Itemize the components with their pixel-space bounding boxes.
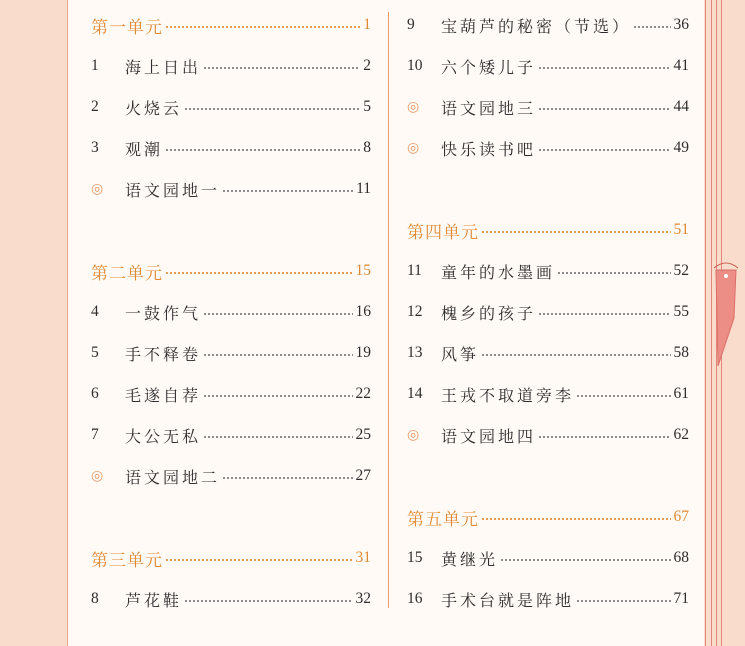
toc-entry[interactable] bbox=[407, 421, 689, 449]
page-number: 62 bbox=[673, 426, 689, 443]
unit-heading[interactable] bbox=[407, 503, 689, 531]
lesson-number: 13 bbox=[407, 344, 423, 361]
toc-entry[interactable] bbox=[407, 11, 689, 39]
unit-title: 第四单元 bbox=[407, 222, 479, 243]
entry-title: 语文园地四 bbox=[441, 426, 537, 446]
page-number: 58 bbox=[673, 344, 689, 361]
double-circle-icon: ◎ bbox=[407, 99, 420, 115]
page-number: 11 bbox=[356, 180, 371, 197]
unit-heading[interactable] bbox=[91, 544, 371, 572]
dot-leader bbox=[203, 395, 352, 397]
page-number: 5 bbox=[363, 98, 371, 115]
lesson-number: 15 bbox=[407, 549, 423, 566]
unit-heading[interactable] bbox=[91, 11, 371, 39]
dot-leader bbox=[222, 190, 353, 192]
dot-leader bbox=[165, 149, 360, 151]
toc-entry[interactable] bbox=[91, 421, 371, 449]
lesson-number: 7 bbox=[91, 426, 99, 443]
toc-entry[interactable] bbox=[407, 298, 689, 326]
page-number: 25 bbox=[355, 426, 371, 443]
lesson-number: 14 bbox=[407, 385, 423, 402]
page-number: 8 bbox=[363, 139, 371, 156]
double-circle-icon: ◎ bbox=[91, 181, 104, 197]
dot-leader bbox=[203, 436, 352, 438]
toc-entry[interactable] bbox=[407, 339, 689, 367]
entry-title: 海上日出 bbox=[125, 57, 202, 77]
page-number: 19 bbox=[355, 344, 371, 361]
page-number: 55 bbox=[673, 303, 689, 320]
unit-title: 第二单元 bbox=[91, 263, 163, 284]
unit-heading[interactable] bbox=[407, 216, 689, 244]
entry-title: 快乐读书吧 bbox=[441, 139, 537, 159]
lesson-number: 10 bbox=[407, 57, 423, 74]
entry-title: 语文园地二 bbox=[125, 467, 221, 487]
entry-title: 手术台就是阵地 bbox=[441, 590, 575, 610]
toc-entry[interactable] bbox=[407, 93, 689, 121]
toc-entry[interactable] bbox=[407, 585, 689, 613]
page-number: 22 bbox=[355, 385, 371, 402]
page-number: 68 bbox=[673, 549, 689, 566]
dot-leader bbox=[576, 395, 670, 397]
dot-leader bbox=[481, 354, 670, 356]
dot-leader bbox=[538, 108, 670, 110]
unit-title: 第三单元 bbox=[91, 550, 163, 571]
page-number: 31 bbox=[355, 549, 371, 566]
dot-leader bbox=[538, 436, 670, 438]
lesson-number: 6 bbox=[91, 385, 99, 402]
lesson-number: 4 bbox=[91, 303, 99, 320]
entry-title: 槐乡的孩子 bbox=[441, 303, 537, 323]
toc-entry[interactable] bbox=[91, 134, 371, 162]
page-number: 36 bbox=[673, 16, 689, 33]
entry-title: 黄继光 bbox=[441, 549, 499, 569]
entry-title: 火烧云 bbox=[125, 98, 183, 118]
dot-leader bbox=[538, 67, 670, 69]
dot-leader bbox=[633, 26, 670, 28]
dot-leader bbox=[165, 272, 353, 274]
bookmark-tassel-icon bbox=[712, 258, 740, 368]
page-number: 49 bbox=[673, 139, 689, 156]
entry-title: 童年的水墨画 bbox=[441, 262, 556, 282]
entry-title: 观潮 bbox=[125, 139, 164, 159]
entry-title: 语文园地三 bbox=[441, 98, 537, 118]
dot-leader bbox=[538, 313, 670, 315]
page-number: 41 bbox=[673, 57, 689, 74]
entry-title: 一鼓作气 bbox=[125, 303, 202, 323]
dot-leader bbox=[557, 272, 670, 274]
double-circle-icon: ◎ bbox=[91, 468, 104, 484]
toc-entry[interactable] bbox=[91, 175, 371, 203]
entry-title: 王戎不取道旁李 bbox=[441, 385, 575, 405]
toc-entry[interactable] bbox=[407, 52, 689, 80]
dot-leader bbox=[481, 231, 671, 233]
toc-entry[interactable] bbox=[91, 339, 371, 367]
dot-leader bbox=[576, 600, 670, 602]
dot-leader bbox=[538, 149, 670, 151]
toc-entry[interactable] bbox=[407, 544, 689, 572]
toc-entry[interactable] bbox=[91, 380, 371, 408]
toc-entry[interactable] bbox=[91, 462, 371, 490]
entry-title: 宝葫芦的秘密（节选） bbox=[441, 16, 632, 36]
page-edge-line bbox=[705, 0, 706, 646]
lesson-number: 11 bbox=[407, 262, 422, 279]
toc-entry[interactable] bbox=[91, 93, 371, 121]
page-number: 15 bbox=[355, 262, 371, 279]
dot-leader bbox=[184, 108, 360, 110]
unit-title: 第一单元 bbox=[91, 17, 163, 38]
page-number: 1 bbox=[363, 16, 371, 33]
dot-leader bbox=[500, 559, 670, 561]
toc-entry[interactable] bbox=[407, 380, 689, 408]
lesson-number: 5 bbox=[91, 344, 99, 361]
lesson-number: 12 bbox=[407, 303, 423, 320]
dot-leader bbox=[165, 26, 360, 28]
dot-leader bbox=[165, 559, 353, 561]
lesson-number: 8 bbox=[91, 590, 99, 607]
column-divider bbox=[388, 12, 389, 608]
page-number: 51 bbox=[673, 221, 689, 238]
dot-leader bbox=[203, 354, 352, 356]
page-number: 44 bbox=[673, 98, 689, 115]
lesson-number: 9 bbox=[407, 16, 415, 33]
entry-title: 芦花鞋 bbox=[125, 590, 183, 610]
entry-title: 六个矮儿子 bbox=[441, 57, 537, 77]
lesson-number: 2 bbox=[91, 98, 99, 115]
dot-leader bbox=[203, 313, 352, 315]
page-number: 2 bbox=[363, 57, 371, 74]
dot-leader bbox=[203, 67, 360, 69]
page-number: 16 bbox=[355, 303, 371, 320]
double-circle-icon: ◎ bbox=[407, 140, 420, 156]
page-number: 32 bbox=[355, 590, 371, 607]
page-number: 67 bbox=[673, 508, 689, 525]
lesson-number: 16 bbox=[407, 590, 423, 607]
toc-entry[interactable] bbox=[91, 585, 371, 613]
dot-leader bbox=[481, 518, 671, 520]
lesson-number: 1 bbox=[91, 57, 99, 74]
entry-title: 手不释卷 bbox=[125, 344, 202, 364]
toc-entry[interactable] bbox=[91, 298, 371, 326]
entry-title: 风筝 bbox=[441, 344, 480, 364]
lesson-number: 3 bbox=[91, 139, 99, 156]
unit-title: 第五单元 bbox=[407, 509, 479, 530]
entry-title: 语文园地一 bbox=[125, 180, 221, 200]
double-circle-icon: ◎ bbox=[407, 427, 420, 443]
page-number: 52 bbox=[673, 262, 689, 279]
page-number: 27 bbox=[355, 467, 371, 484]
toc-entry[interactable] bbox=[407, 257, 689, 285]
unit-heading[interactable] bbox=[91, 257, 371, 285]
entry-title: 毛遂自荐 bbox=[125, 385, 202, 405]
entry-title: 大公无私 bbox=[125, 426, 202, 446]
dot-leader bbox=[222, 477, 352, 479]
toc-entry[interactable] bbox=[407, 134, 689, 162]
page-number: 61 bbox=[673, 385, 689, 402]
toc-entry[interactable] bbox=[91, 52, 371, 80]
page-number: 71 bbox=[673, 590, 689, 607]
dot-leader bbox=[184, 600, 352, 602]
